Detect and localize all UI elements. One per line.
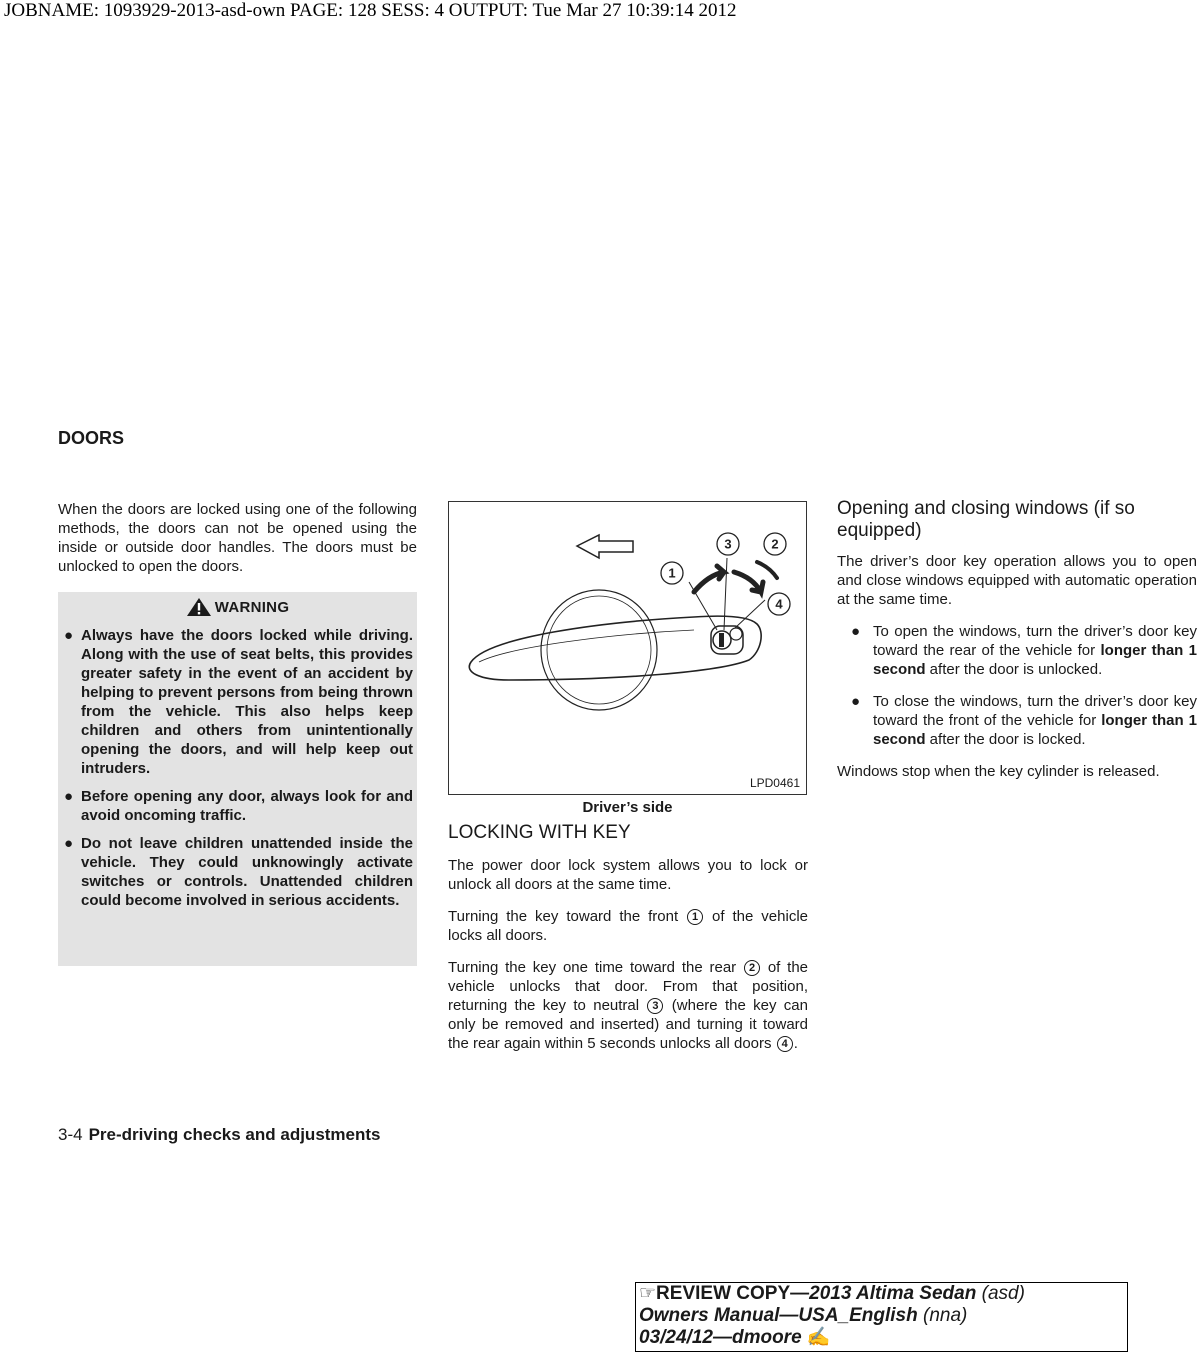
callout-ref-3: 3 [647, 998, 663, 1014]
front-direction-arrow [577, 535, 633, 558]
callout-4 [768, 593, 790, 615]
rotate-rear-return-arrow [757, 562, 777, 578]
svg-text:2: 2 [771, 536, 779, 552]
locking-paragraph-3: Turning the key one time toward the rear 2 of the vehicle unlocks that door. From that position, returning the key to neutral 3 (where the key can only be removed and inserted) and turning it toward the rear again within 5 seconds unlocks all doors 4 . [448, 959, 809, 1052]
pointing-hand-icon: ☞ [639, 1283, 657, 1304]
svg-text:4: 4 [775, 596, 783, 612]
windows-bullets [837, 622, 1197, 749]
svg-text:3: 3 [724, 536, 732, 552]
review-copy-box [635, 1282, 1128, 1352]
review-line-1: ☞REVIEW COPY—2013 Altima Sedan (asd) [639, 1283, 1025, 1304]
locking-heading: LOCKING WITH KEY [448, 822, 631, 843]
windows-paragraph-2: Windows stop when the key cylinder is released. [837, 763, 1160, 780]
bullet-icon: ● [64, 835, 74, 852]
callout-1 [661, 562, 683, 584]
warning-label: WARNING [214, 598, 290, 616]
column-middle [448, 822, 808, 1066]
callout-ref-4: 4 [777, 1036, 793, 1052]
handle-recess [541, 590, 657, 710]
figure-code: LPD0461 [749, 776, 800, 790]
windows-bullet: ● To open the windows, turn the driver’s door key toward the rear of the vehicle for longer than 1 second after the door is unlocked. [851, 623, 1197, 678]
section-title: DOORS [58, 428, 125, 448]
door-handle-illustration [449, 502, 806, 794]
intro-paragraph: When the doors are locked using one of the following methods, the doors can not be opened using the inside or outside door handles. The doors must be unlocked to open the doors. [58, 501, 417, 575]
review-line-3: 03/24/12—dmoore ✍ [639, 1327, 831, 1348]
door-handle-figure [448, 501, 807, 795]
warning-title [58, 592, 417, 622]
page-number: 3-4 [58, 1125, 83, 1144]
page-footer [58, 1125, 381, 1145]
bullet-icon: ● [64, 627, 74, 644]
callout-2 [764, 533, 786, 555]
writing-hand-icon: ✍ [806, 1327, 831, 1348]
callout-ref-2: 2 [744, 960, 760, 976]
bullet-icon: ● [851, 623, 861, 640]
warning-item-text: Before opening any door, always look for and avoid oncoming traffic. [81, 788, 413, 824]
warning-item [58, 834, 417, 910]
column-right [837, 498, 1197, 794]
warning-list [58, 626, 417, 910]
bullet-icon: ● [64, 788, 74, 805]
warning-item-text: Do not leave children unattended inside the vehicle. They could unknowingly activate switches or controls. Unattended children could become involved in serious accidents. [81, 835, 413, 909]
column-left [58, 500, 417, 589]
callout-3 [717, 533, 739, 555]
windows-heading: Opening and closing windows (if so equipped) [837, 498, 1135, 541]
warning-box [58, 592, 417, 966]
warning-icon [186, 597, 212, 617]
windows-paragraph-1: The driver’s door key operation allows you to open and close windows equipped with automatic operation at the same time. [837, 553, 1197, 608]
rotate-front-arrow [694, 566, 724, 592]
figure-caption: Driver’s side [582, 799, 673, 816]
chapter-title: Pre-driving checks and adjustments [88, 1125, 381, 1144]
job-header: JOBNAME: 1093929-2013-asd-own PAGE: 128 SESS: 4 OUTPUT: Tue Mar 27 10:39:14 2012 [4, 0, 737, 21]
bullet-icon: ● [851, 693, 861, 710]
warning-item-text: Always have the doors locked while driving. Along with the use of seat belts, this provides greater safety in the event of an accident by helping to prevent persons from being thrown from the vehicle. This also helps keep children and others from unintentionally opening the doors, and will help keep out intruders. [81, 627, 413, 777]
svg-text:1: 1 [668, 565, 676, 581]
callout-ref-1: 1 [687, 909, 703, 925]
review-line-2: Owners Manual—USA_English (nna) [639, 1305, 968, 1326]
locking-paragraph-1: The power door lock system allows you to lock or unlock all doors at the same time. [448, 857, 808, 893]
locking-paragraph-2: Turning the key toward the front 1 of the vehicle locks all doors. [448, 908, 808, 944]
warning-item [58, 626, 417, 778]
rotate-rear-arrow [734, 572, 763, 592]
warning-item [58, 787, 417, 825]
windows-bullet: ● To close the windows, turn the driver’s door key toward the front of the vehicle for longer than 1 second after the door is locked. [851, 693, 1197, 748]
